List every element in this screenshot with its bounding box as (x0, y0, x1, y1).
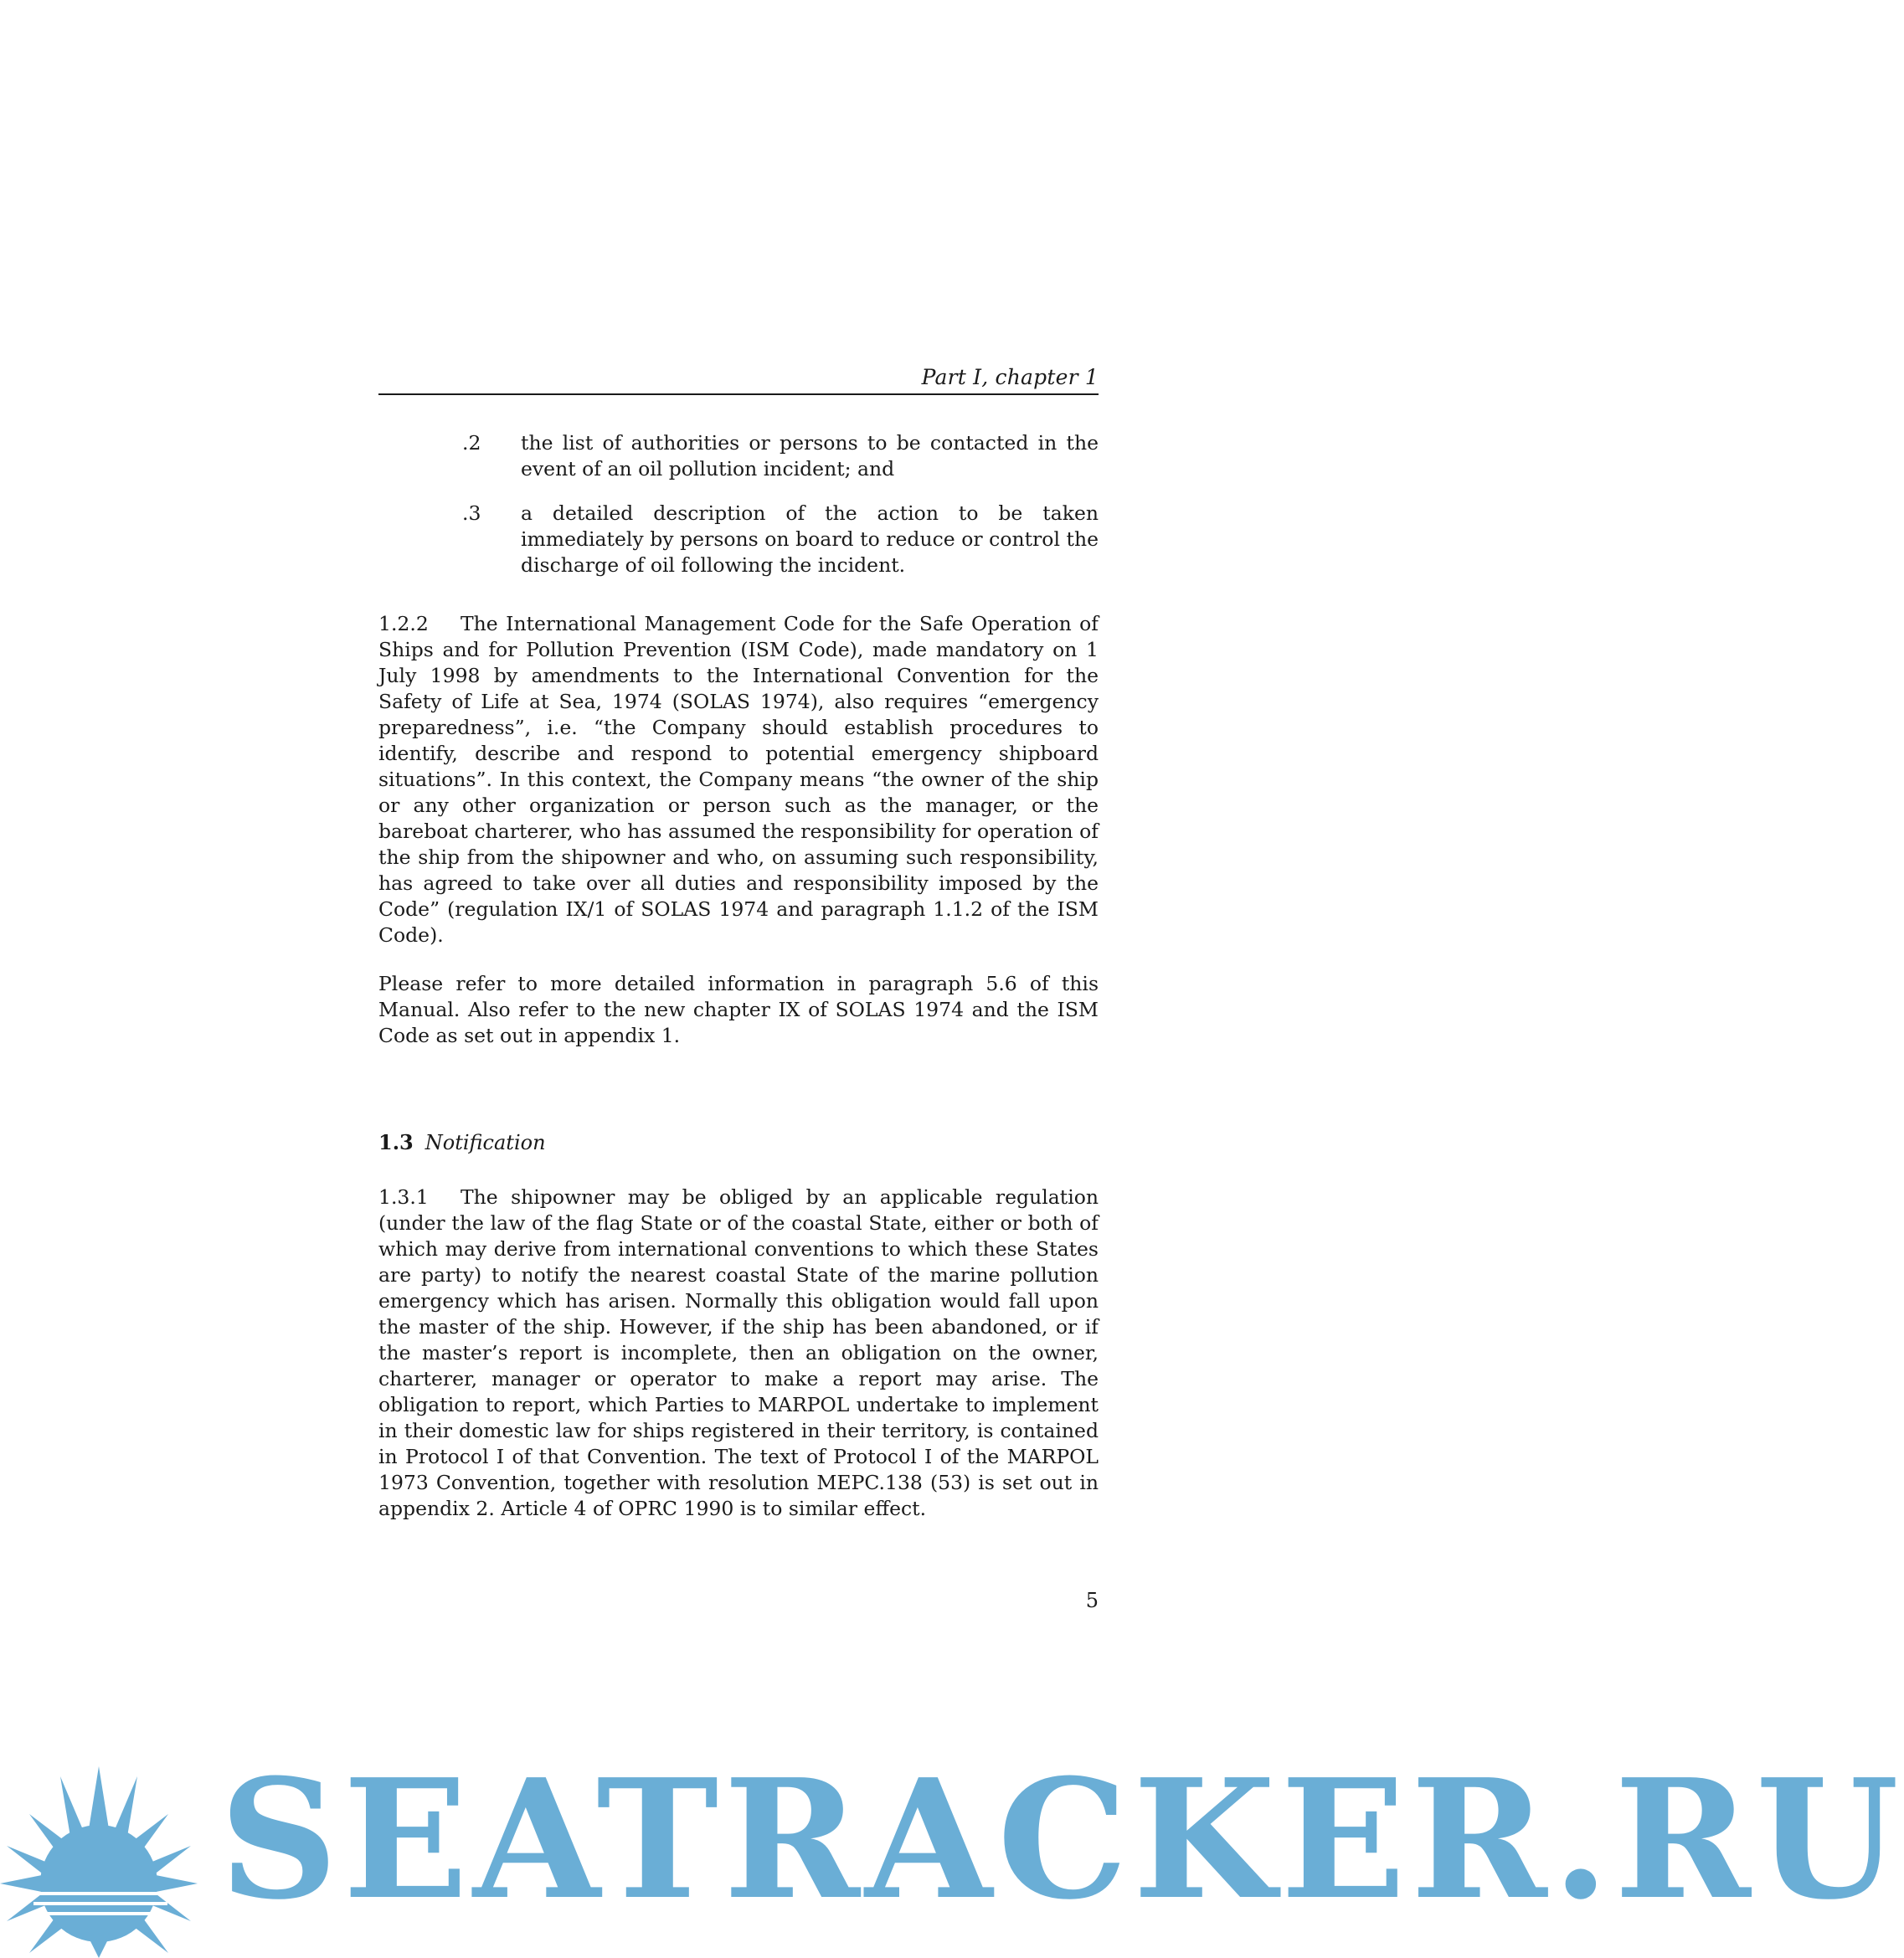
paragraph-1-2-2 (378, 611, 1099, 948)
list-item-number: .2 (462, 431, 481, 455)
section-title: Notification (425, 1131, 546, 1154)
paragraph-number: 1.2.2 (378, 612, 429, 635)
paragraph-text: The shipowner may be obliged by an applicable regulation (under the law of the flag State or of the coastal State, either or both of which may derive from international conventions to which these States are party) to notify the nearest coastal State of the marine pollution emergency which has arisen. Normally this obligation would fall upon the master of the ship. However, if the ship has been abandoned, or if the master’s report is incomplete, then an obligation on the owner, charterer, manager or operator to make a report may arise. The obligation to report, which Parties to MARPOL undertake to implement in their domestic law for ships registered in their territory, is contained in Protocol I of that Convention. The text of Protocol I of the MARPOL 1973 Convention, together with resolution MEPC.138 (53) is set out in appendix 2. Article 4 of OPRC 1990 is to similar effect. (378, 1185, 1099, 1520)
numbered-list (378, 430, 1099, 597)
list-item-text: a detailed description of the action to be taken immediately by persons on board to reduce or control the discharge of oil following the incident. (521, 501, 1099, 577)
paragraph-1-3-1 (378, 1185, 1099, 1522)
list-item-text: the list of authorities or persons to be contacted in the event of an oil pollution incident; and (521, 431, 1099, 481)
list-item (378, 430, 1099, 482)
paragraph-number: 1.3.1 (378, 1185, 429, 1209)
page-number: 5 (1085, 1589, 1099, 1612)
paragraph-text: Please refer to more detailed information in paragraph 5.6 of this Manual. Also refer to the new chapter IX of SOLAS 1974 and the ISM Code as set out in appendix 1. (378, 972, 1099, 1047)
paragraph-text: The International Management Code for the Safe Operation of Ships and for Pollution Prevention (ISM Code), made mandatory on 1 July 1998 by amendments to the International Convention for the Safety of Life at Sea, 1974 (SOLAS 1974), also requires “emergency preparedness”, i.e. “the Company should establish procedures to identify, describe and respond to potential emergency shipboard situations”. In this context, the Company means “the owner of the ship or any other organization or person such as the manager, or the bareboat charterer, who has assumed the responsibility for operation of the ship from the shipowner and who, on assuming such responsibility, has agreed to take over all duties and responsibility imposed by the Code” (regulation IX/1 of SOLAS 1974 and paragraph 1.1.2 of the ISM Code). (378, 612, 1099, 947)
list-item (378, 501, 1099, 578)
section-number: 1.3 (378, 1130, 414, 1154)
header-rule (378, 393, 1099, 395)
watermark-text: SEATRACKER.RU (219, 1744, 1904, 1936)
section-heading (378, 1130, 546, 1154)
paragraph-refer (378, 971, 1099, 1049)
list-item-number: .3 (462, 501, 481, 525)
running-head: Part I, chapter 1 (921, 365, 1099, 389)
